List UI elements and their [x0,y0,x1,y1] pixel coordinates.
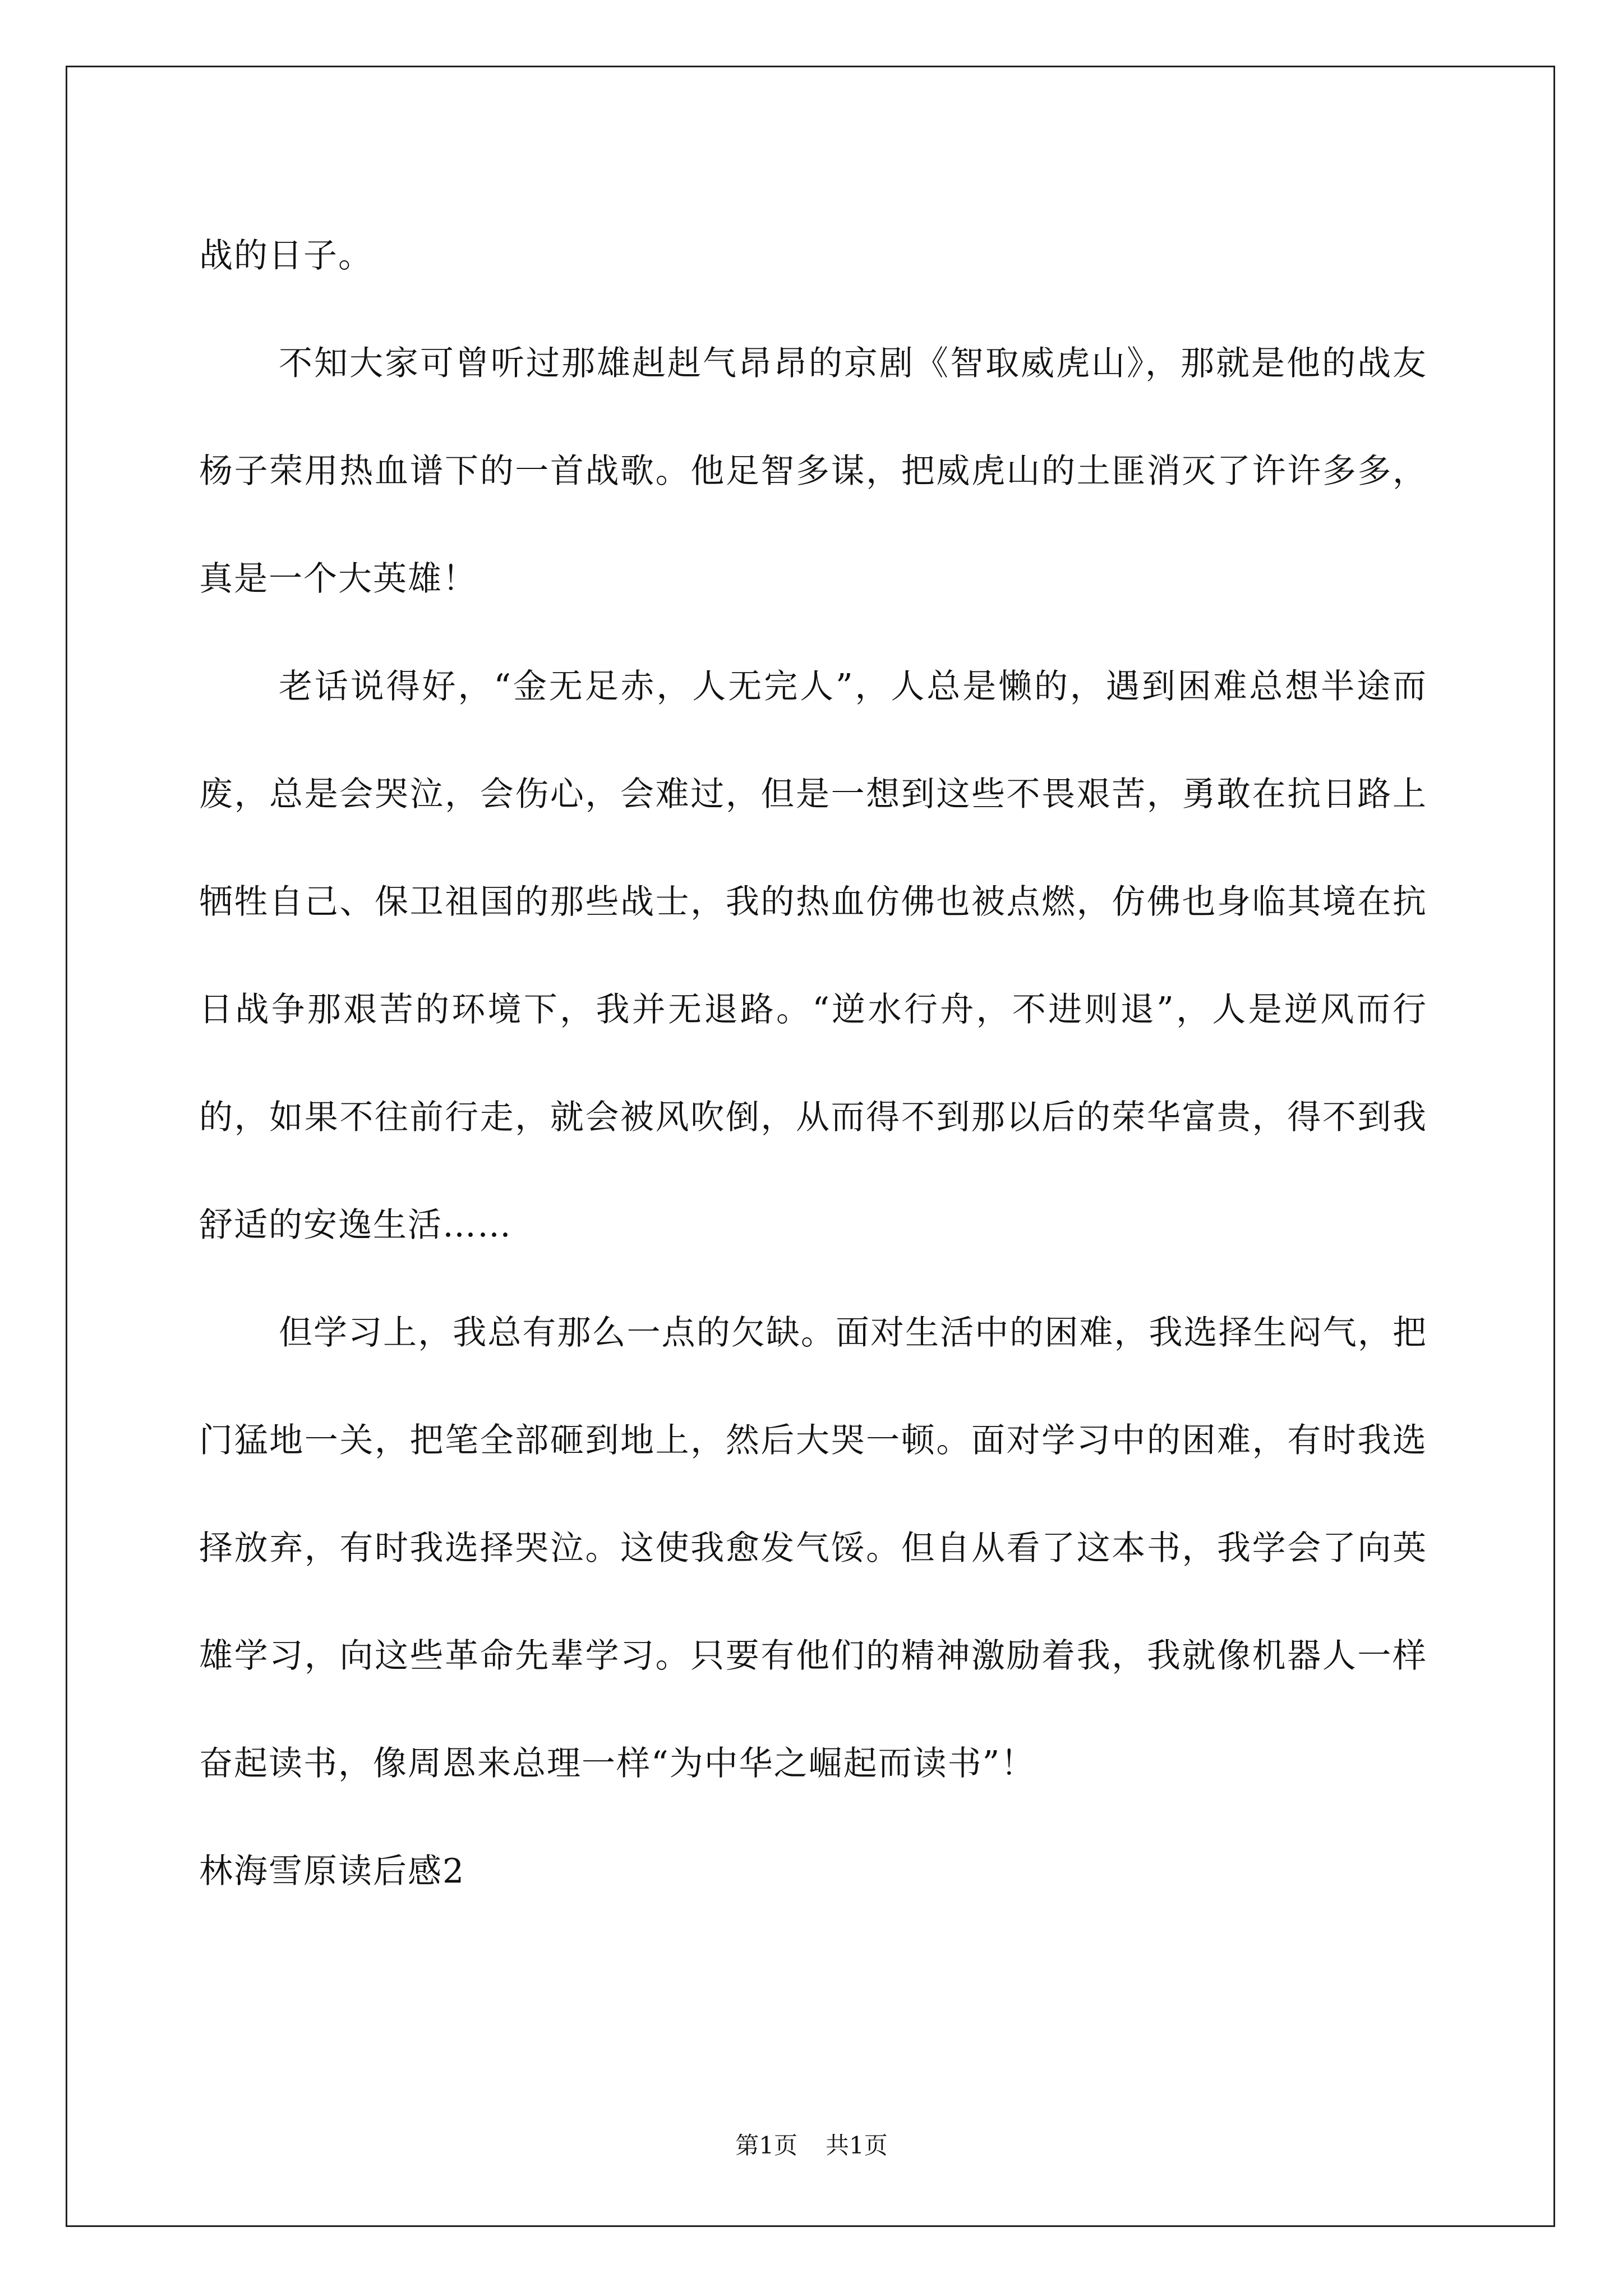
paragraph-1: 战的日子。 [199,236,373,275]
page-total: 共1页 [826,2132,888,2159]
paragraph-4: 但学习上，我总有那么一点的欠缺。面对生活中的困难，我选择生闷气，把门猛地一关，把笔全部砸到地上，然后大哭一顿。面对学习中的困难，有时我选择放弃，有时我选择哭泣。这使我愈发气馁。但自从看了这本书，我学会了向英雄学习，向这些革命先辈学习。只要有他们的精神激励着我，我就像机器人一样奋起读书，像周恩来总理一样“为中华之崛起而读书”！ [199,1313,1427,1783]
document-body [199,202,1427,1925]
section-heading: 林海雪原读后感2 [199,1852,465,1891]
page-number: 第1页 [735,2132,797,2159]
paragraph-3: 老话说得好，“金无足赤，人无完人”，人总是懒的，遇到困难总想半途而废，总是会哭泣，会伤心，会难过，但是一想到这些不畏艰苦，勇敢在抗日路上牺牲自己、保卫祖国的那些战士，我的热血仿佛也被点燃，仿佛也身临其境在抗日战争那艰苦的环境下，我并无退路。“逆水行舟，不进则退”，人是逆风而行的，如果不往前行走，就会被风吹倒，从而得不到那以后的荣华富贵，得不到我舒适的安逸生活…… [199,667,1427,1245]
page-footer [0,2129,1623,2162]
paragraph-2: 不知大家可曾听过那雄赳赳气昂昂的京剧《智取威虎山》，那就是他的战友杨子荣用热血谱下的一首战歌。他足智多谋，把威虎山的土匪消灭了许许多多，真是一个大英雄！ [199,344,1427,599]
